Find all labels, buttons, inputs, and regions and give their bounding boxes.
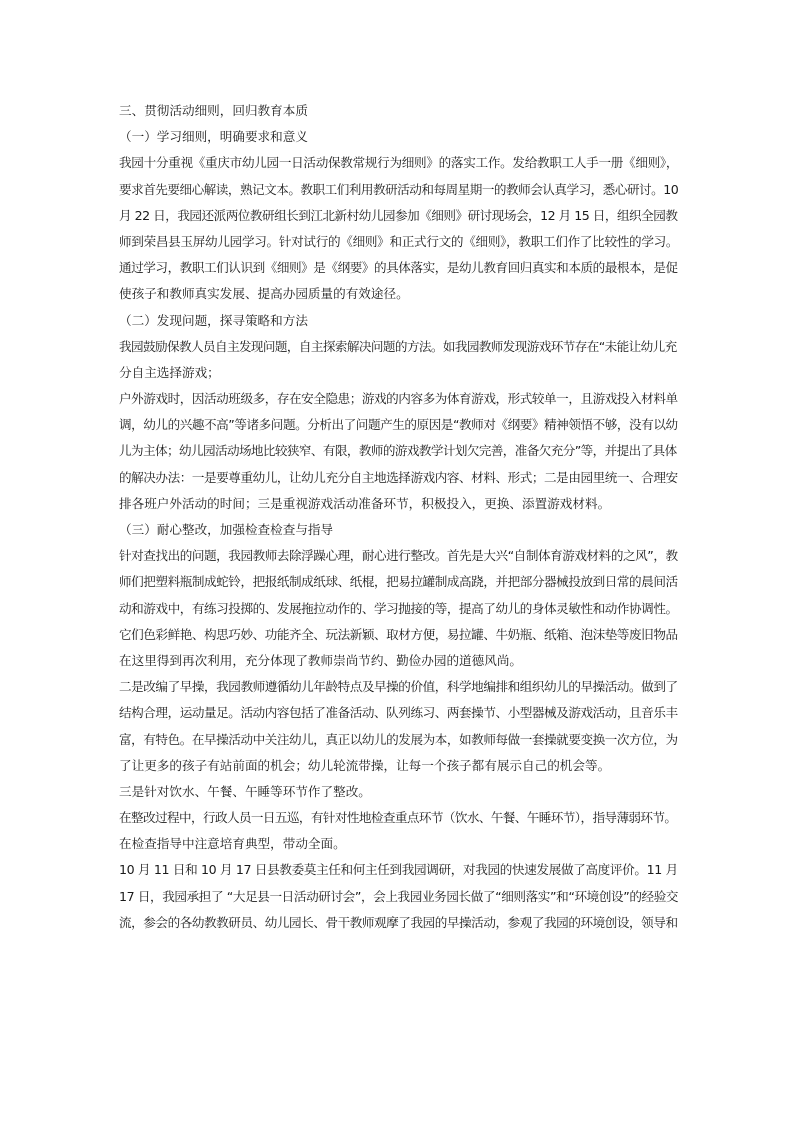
paragraph-line: 月 22 日，我园还派两位教研组长到江北新村幼儿园参加《细则》研讨现场会，12 月 15 日，组织全园教 (119, 207, 678, 223)
paragraph-line: 在检查指导中注意培育典型，带动全面。 (119, 836, 346, 852)
paragraph-line: 在这里得到再次利用，充分体现了教师崇尚节约、勤俭办园的道德风尚。 (119, 652, 522, 668)
paragraph-line: 排各班户外活动的时间；三是重视游戏活动准备环节，积极投入，更换、添置游戏材料。 (119, 495, 611, 511)
paragraph-line: 调，幼儿的兴趣不高”等诸多问题。分析出了问题产生的原因是“教师对《纲要》精神领悟不够，没有以幼 (119, 417, 678, 433)
document-body (119, 98, 678, 936)
paragraph-line: 我园十分重视《重庆市幼儿园一日活动保教常规行为细则》的落实工作。发给教职工人手一册《细则》， (119, 155, 678, 171)
paragraph-line: 结构合理，运动量足。活动内容包括了准备活动、队列练习、两套操节、小型器械及游戏活动，且音乐丰 (119, 705, 678, 721)
subsection-heading: （三）耐心整改，加强检查检查与指导 (119, 522, 334, 537)
paragraph-line: 在整改过程中，行政人员一日五巡，有针对性地检查重点环节（饮水、午餐、午睡环节），指导薄弱环节。 (119, 810, 677, 826)
subsection-heading: （二）发现问题，探寻策略和方法 (119, 312, 308, 328)
paragraph-line: 我园鼓励保教人员自主发现问题，自主探索解决问题的方法。如我园教师发现游戏环节存在“未能让幼儿充 (119, 338, 677, 354)
paragraph-line: 户外游戏时，因活动班级多，存在安全隐患；游戏的内容多为体育游戏，形式较单一，且游戏投入材料单 (119, 391, 678, 407)
paragraph-line: 师到荣昌县玉屏幼儿园学习。针对试行的《细则》和正式行文的《细则》，教职工们作了比较性的学习。 (119, 233, 678, 249)
paragraph-line: 动和游戏中，有练习投掷的、发展拖拉动作的、学习抛接的等，提高了幼儿的身体灵敏性和动作协调性。 (119, 600, 678, 616)
subsection-heading: （一）学习细则，明确要求和意义 (119, 129, 308, 145)
paragraph-line: 师们把塑料瓶制成蛇铃，把报纸制成纸球、纸棍，把易拉罐制成高跷，并把部分器械投放到日常的晨间活 (119, 574, 678, 590)
paragraph-line: 17 日，我园承担了 “大足县一日活动研讨会”，会上我园业务园长做了“细则落实”和“环境创设”的经验交 (119, 888, 678, 904)
paragraph-line: 10 月 11 日和 10 月 17 日县教委莫主任和何主任到我园调研，对我园的快速发展做了高度评价。11 月 (119, 862, 678, 878)
paragraph-line: 三是针对饮水、午餐、午睡等环节作了整改。 (119, 783, 371, 799)
paragraph-line: 儿为主体；幼儿园活动场地比较狭窄、有限，教师的游戏教学计划欠完善，准备欠充分”等，并提出了具体 (119, 443, 677, 459)
paragraph-line: 针对查找出的问题，我园教师去除浮躁心理，耐心进行整改。首先是大兴“自制体育游戏材料的之风”，教 (119, 548, 678, 564)
paragraph-line: 它们色彩鲜艳、构思巧妙、功能齐全、玩法新颖、取材方便，易拉罐、牛奶瓶、纸箱、泡沫垫等废旧物品 (119, 626, 678, 642)
paragraph-line: 要求首先要细心解读，熟记文本。教职工们利用教研活动和每周星期一的教师会认真学习，悉心研讨。10 (119, 181, 678, 197)
section-heading: 三、贯彻活动细则，回归教育本质 (119, 103, 308, 118)
paragraph-line: 流，参会的各幼教教研员、幼儿园长、骨干教师观摩了我园的早操活动，参观了我园的环境创设，领导和 (119, 914, 678, 930)
paragraph-line: 的解决办法：一是要尊重幼儿，让幼儿充分自主地选择游戏内容、材料、形式；二是由园里统一、合理安 (119, 469, 678, 485)
paragraph-line: 二是改编了早操，我园教师遵循幼儿年龄特点及早操的价值，科学地编排和组织幼儿的早操活动。做到了 (119, 679, 678, 695)
paragraph-line: 分自主选择游戏； (119, 364, 220, 380)
paragraph-line: 使孩子和教师真实发展、提高办园质量的有效途径。 (119, 286, 409, 302)
paragraph-line: 通过学习，教职工们认识到《细则》是《纲要》的具体落实，是幼儿教育回归真实和本质的最根本，是促 (119, 260, 678, 276)
paragraph-line: 富，有特色。在早操活动中关注幼儿，真正以幼儿的发展为本，如教师每做一套操就要变换一次方位，为 (119, 731, 678, 747)
paragraph-line: 了让更多的孩子有站前面的机会；幼儿轮流带操，让每一个孩子都有展示自己的机会等。 (119, 757, 611, 773)
